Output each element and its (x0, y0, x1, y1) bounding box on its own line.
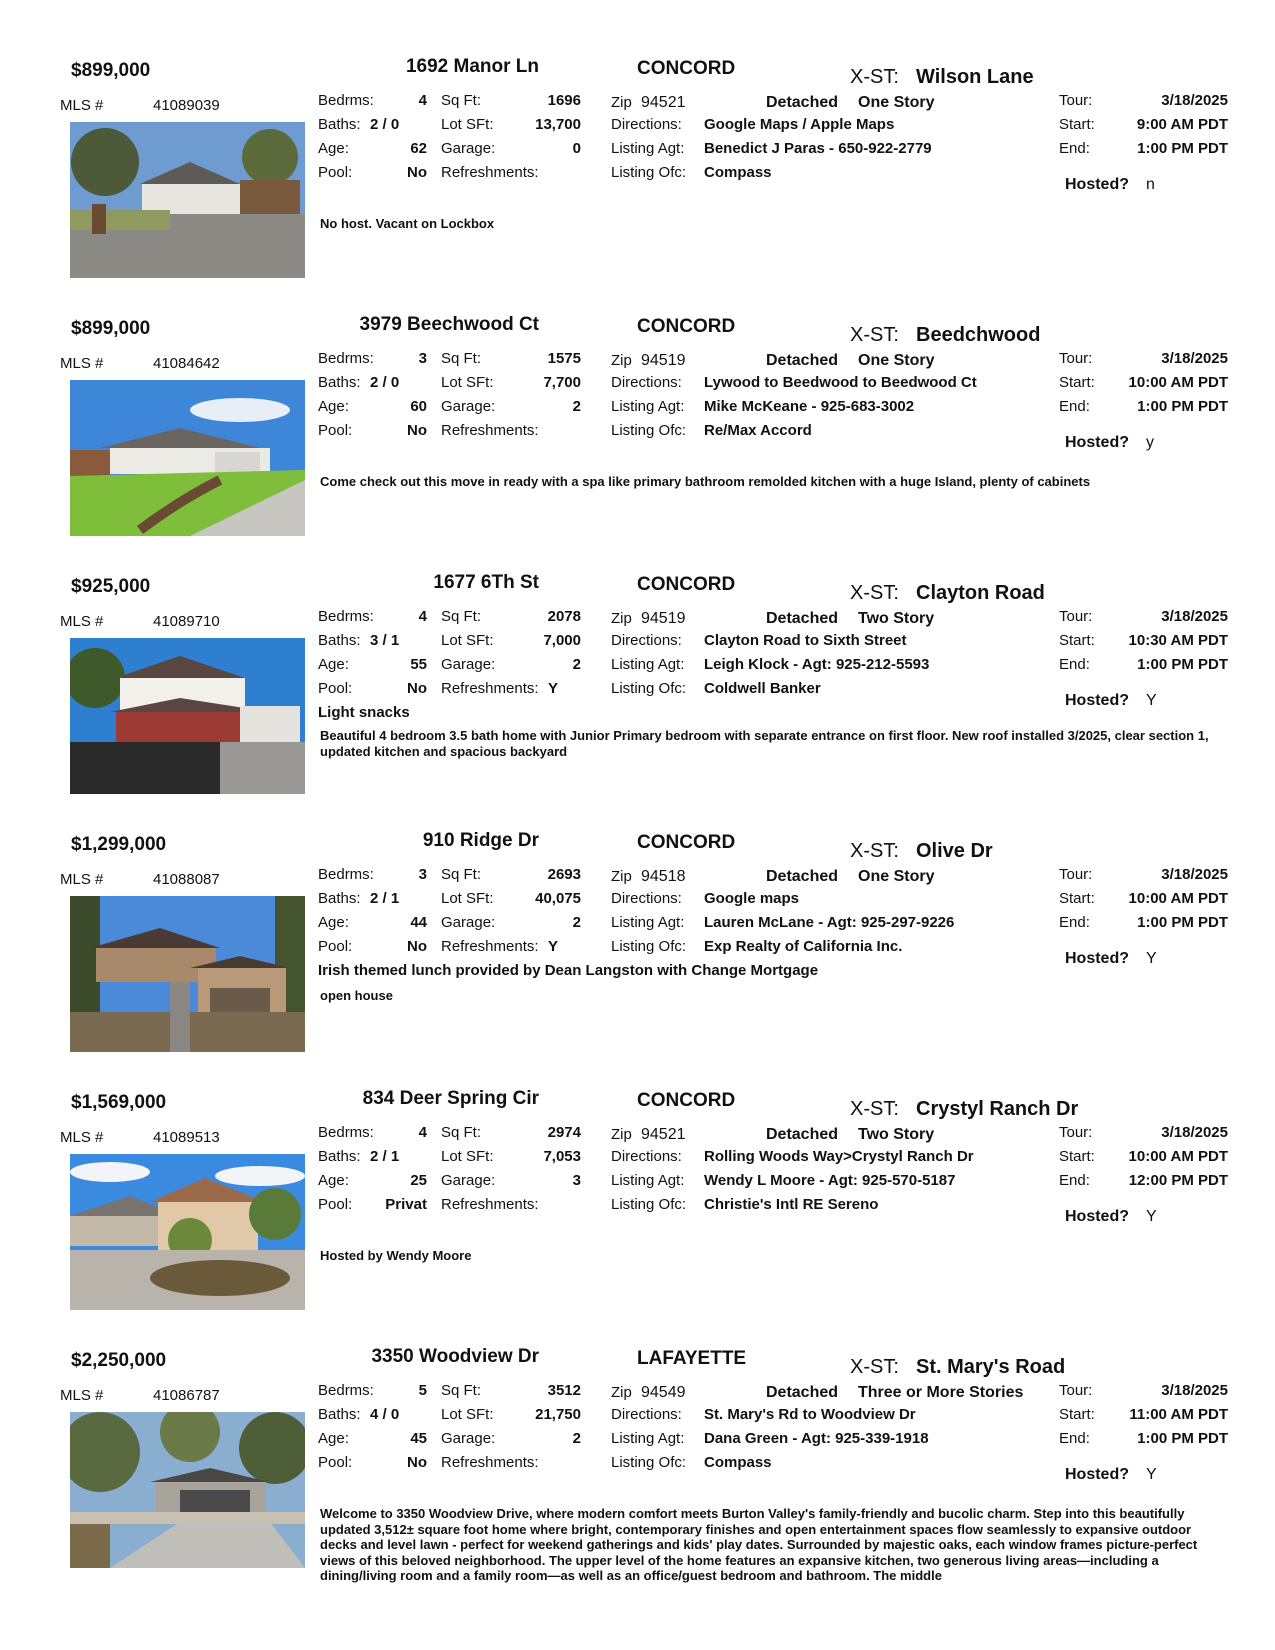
tour-label: Tour: (1059, 1124, 1093, 1141)
garage-label: Garage: (441, 398, 496, 415)
listing-city: LAFAYETTE (637, 1348, 747, 1369)
start-time: 10:30 AM PDT (1128, 632, 1228, 649)
listing-agent-label: Listing Agt: (611, 1430, 685, 1447)
hosted-value: n (1146, 176, 1155, 193)
cross-street-value: Clayton Road (916, 582, 1045, 604)
listing-remarks: Hosted by Wendy Moore (320, 1248, 472, 1263)
pool-value: No (407, 938, 427, 955)
directions-label: Directions: (611, 890, 682, 907)
end-time: 1:00 PM PDT (1137, 656, 1228, 673)
listing-city: CONCORD (637, 58, 736, 79)
baths-value: 2 / 0 (370, 116, 400, 133)
sqft-label: Sq Ft: (441, 1124, 482, 1141)
end-label: End: (1059, 398, 1090, 415)
listing-card (0, 814, 1275, 1072)
listing-agent-value: Mike McKeane - 925-683-3002 (704, 398, 915, 415)
listing-office-value: Coldwell Banker (704, 680, 821, 697)
end-time: 1:00 PM PDT (1137, 398, 1228, 415)
mls-label: MLS # (60, 355, 104, 372)
hosted-value: Y (1146, 692, 1157, 709)
mls-number: 41089710 (153, 613, 220, 630)
sqft-value: 3512 (547, 1382, 581, 1399)
start-time: 9:00 AM PDT (1136, 116, 1228, 133)
age-label: Age: (318, 914, 349, 931)
garage-label: Garage: (441, 656, 496, 673)
baths-value: 3 / 1 (370, 632, 400, 649)
mls-label: MLS # (60, 1387, 104, 1404)
hosted-value: Y (1146, 950, 1157, 967)
listing-price: $1,299,000 (71, 834, 167, 855)
listing-office-label: Listing Ofc: (611, 938, 687, 955)
tour-label: Tour: (1059, 350, 1093, 367)
listing-address: 1692 Manor Ln (405, 56, 539, 77)
listing-agent-value: Lauren McLane - Agt: 925-297-9226 (704, 914, 955, 931)
mls-label: MLS # (60, 871, 104, 888)
age-value: 25 (410, 1172, 427, 1189)
listing-office-label: Listing Ofc: (611, 1454, 687, 1471)
listing-card (0, 40, 1275, 298)
lot-sqft-value: 7,000 (543, 632, 581, 649)
pool-value: No (407, 422, 427, 439)
property-stories: Two Story (858, 1126, 935, 1143)
listing-office-value: Compass (704, 1454, 772, 1471)
zip-value: 94521 (641, 94, 686, 111)
property-photo (70, 1154, 305, 1310)
garage-label: Garage: (441, 914, 496, 931)
tour-label: Tour: (1059, 1382, 1093, 1399)
refreshments-label: Refreshments: (441, 1196, 539, 1213)
lot-sqft-value: 13,700 (535, 116, 581, 133)
directions-value: Google Maps / Apple Maps (704, 116, 895, 133)
property-photo (70, 380, 305, 536)
cross-street-value: Olive Dr (916, 840, 993, 862)
sqft-value: 2693 (547, 866, 581, 883)
refreshments-note: Light snacks (318, 704, 410, 721)
lot-sqft-label: Lot SFt: (441, 1148, 494, 1165)
listing-agent-label: Listing Agt: (611, 656, 685, 673)
start-label: Start: (1059, 374, 1095, 391)
age-label: Age: (318, 1172, 349, 1189)
mls-label: MLS # (60, 97, 104, 114)
end-time: 1:00 PM PDT (1137, 140, 1228, 157)
listing-address: 834 Deer Spring Cir (362, 1088, 539, 1109)
mls-number: 41089513 (153, 1129, 220, 1146)
listing-card (0, 1330, 1275, 1630)
garage-value: 2 (572, 1430, 581, 1447)
garage-value: 2 (572, 398, 581, 415)
property-type: Detached (766, 94, 839, 111)
pool-label: Pool: (318, 680, 353, 697)
bedrooms-value: 4 (418, 92, 427, 109)
directions-label: Directions: (611, 632, 682, 649)
property-photo (70, 122, 305, 278)
tour-date: 3/18/2025 (1161, 608, 1228, 625)
listing-remarks: Come check out this move in ready with a spa like primary bathroom remolded kitchen with a huge Island, plenty of cabinets (320, 474, 1091, 489)
pool-label: Pool: (318, 164, 353, 181)
cross-street-label: X-ST: (850, 324, 899, 346)
garage-label: Garage: (441, 140, 496, 157)
listing-city: CONCORD (637, 832, 736, 853)
listing-remarks: open house (320, 988, 393, 1003)
end-time: 1:00 PM PDT (1137, 914, 1228, 931)
listing-address: 910 Ridge Dr (422, 830, 539, 851)
listing-office-label: Listing Ofc: (611, 164, 687, 181)
cross-street-value: St. Mary's Road (916, 1356, 1066, 1378)
baths-value: 4 / 0 (370, 1406, 400, 1423)
tour-label: Tour: (1059, 92, 1093, 109)
end-label: End: (1059, 1430, 1090, 1447)
property-photo (70, 896, 305, 1052)
zip-label: Zip (611, 1384, 632, 1401)
zip-value: 94549 (641, 1384, 686, 1401)
listing-office-value: Exp Realty of California Inc. (704, 938, 903, 955)
sqft-label: Sq Ft: (441, 1382, 482, 1399)
cross-street-value: Crystyl Ranch Dr (916, 1098, 1079, 1120)
pool-value: No (407, 1454, 427, 1471)
pool-label: Pool: (318, 422, 353, 439)
listing-city: CONCORD (637, 316, 736, 337)
zip-label: Zip (611, 610, 632, 627)
listing-address: 1677 6Th St (433, 572, 539, 593)
hosted-label: Hosted? (1065, 1208, 1129, 1225)
listing-office-label: Listing Ofc: (611, 680, 687, 697)
pool-label: Pool: (318, 938, 353, 955)
mls-label: MLS # (60, 1129, 104, 1146)
baths-label: Baths: (318, 1406, 361, 1423)
age-value: 45 (410, 1430, 427, 1447)
sqft-value: 1575 (547, 350, 581, 367)
bedrooms-value: 4 (418, 608, 427, 625)
refreshments-value: Y (548, 938, 559, 955)
age-label: Age: (318, 1430, 349, 1447)
listing-agent-value: Benedict J Paras - 650-922-2779 (704, 140, 932, 157)
listing-card (0, 1072, 1275, 1330)
cross-street-label: X-ST: (850, 1356, 899, 1378)
refreshments-note: Irish themed lunch provided by Dean Langston with Change Mortgage (318, 962, 819, 979)
start-label: Start: (1059, 1148, 1095, 1165)
cross-street-value: Wilson Lane (916, 66, 1034, 88)
bedrooms-label: Bedrms: (318, 866, 374, 883)
cross-street-label: X-ST: (850, 1098, 899, 1120)
pool-value: No (407, 680, 427, 697)
age-value: 44 (410, 914, 427, 931)
hosted-value: y (1146, 434, 1154, 451)
lot-sqft-value: 7,700 (543, 374, 581, 391)
zip-label: Zip (611, 94, 632, 111)
tour-label: Tour: (1059, 608, 1093, 625)
refreshments-value: Y (548, 680, 559, 697)
zip-label: Zip (611, 1126, 632, 1143)
refreshments-label: Refreshments: (441, 680, 539, 697)
pool-label: Pool: (318, 1454, 353, 1471)
baths-value: 2 / 0 (370, 374, 400, 391)
sqft-label: Sq Ft: (441, 92, 482, 109)
listing-office-label: Listing Ofc: (611, 1196, 687, 1213)
tour-date: 3/18/2025 (1161, 1382, 1228, 1399)
garage-label: Garage: (441, 1172, 496, 1189)
directions-label: Directions: (611, 1148, 682, 1165)
tour-date: 3/18/2025 (1161, 92, 1228, 109)
property-stories: Three or More Stories (858, 1384, 1024, 1401)
directions-value: Clayton Road to Sixth Street (704, 632, 907, 649)
start-time: 11:00 AM PDT (1129, 1406, 1228, 1423)
lot-sqft-label: Lot SFt: (441, 890, 494, 907)
listing-office-value: Christie's Intl RE Sereno (704, 1196, 879, 1213)
listing-remarks: No host. Vacant on Lockbox (320, 216, 495, 231)
listing-agent-label: Listing Agt: (611, 140, 685, 157)
lot-sqft-label: Lot SFt: (441, 632, 494, 649)
listing-address: 3350 Woodview Dr (371, 1346, 539, 1367)
bedrooms-label: Bedrms: (318, 608, 374, 625)
property-photo (70, 1412, 305, 1568)
listing-office-value: Re/Max Accord (704, 422, 812, 439)
refreshments-label: Refreshments: (441, 422, 539, 439)
bedrooms-value: 5 (418, 1382, 427, 1399)
listing-price: $899,000 (71, 60, 151, 81)
listing-address: 3979 Beechwood Ct (359, 314, 539, 335)
directions-label: Directions: (611, 116, 682, 133)
sqft-label: Sq Ft: (441, 350, 482, 367)
bedrooms-label: Bedrms: (318, 1382, 374, 1399)
listing-price: $1,569,000 (71, 1092, 167, 1113)
listing-price: $899,000 (71, 318, 151, 339)
start-time: 10:00 AM PDT (1128, 1148, 1228, 1165)
sqft-value: 2974 (547, 1124, 581, 1141)
pool-value: Privat (385, 1196, 427, 1213)
listing-card (0, 298, 1275, 556)
bedrooms-value: 3 (418, 350, 427, 367)
zip-value: 94519 (641, 352, 686, 369)
start-time: 10:00 AM PDT (1128, 374, 1228, 391)
hosted-label: Hosted? (1065, 176, 1129, 193)
zip-value: 94521 (641, 1126, 686, 1143)
tour-date: 3/18/2025 (1161, 350, 1228, 367)
property-stories: One Story (858, 94, 935, 111)
garage-value: 2 (572, 914, 581, 931)
refreshments-label: Refreshments: (441, 1454, 539, 1471)
lot-sqft-label: Lot SFt: (441, 374, 494, 391)
garage-value: 0 (572, 140, 581, 157)
directions-value: Rolling Woods Way>Crystyl Ranch Dr (704, 1148, 974, 1165)
directions-label: Directions: (611, 1406, 682, 1423)
age-value: 60 (410, 398, 427, 415)
directions-value: Lywood to Beedwood to Beedwood Ct (704, 374, 977, 391)
baths-label: Baths: (318, 632, 361, 649)
baths-label: Baths: (318, 1148, 361, 1165)
refreshments-label: Refreshments: (441, 938, 539, 955)
hosted-label: Hosted? (1065, 434, 1129, 451)
start-time: 10:00 AM PDT (1128, 890, 1228, 907)
listing-price: $2,250,000 (71, 1350, 167, 1371)
property-stories: One Story (858, 868, 935, 885)
end-label: End: (1059, 914, 1090, 931)
property-stories: One Story (858, 352, 935, 369)
listing-office-label: Listing Ofc: (611, 422, 687, 439)
sqft-value: 2078 (547, 608, 581, 625)
directions-label: Directions: (611, 374, 682, 391)
zip-value: 94518 (641, 868, 686, 885)
end-time: 1:00 PM PDT (1137, 1430, 1228, 1447)
mls-number: 41084642 (153, 355, 220, 372)
bedrooms-label: Bedrms: (318, 350, 374, 367)
zip-value: 94519 (641, 610, 686, 627)
hosted-label: Hosted? (1065, 692, 1129, 709)
baths-label: Baths: (318, 116, 361, 133)
listing-remarks: Beautiful 4 bedroom 3.5 bath home with Junior Primary bedroom with separate entrance on first floor. New roof installed 3/2025, clear section 1, updated kitchen and spacious backyard (320, 728, 1209, 759)
start-label: Start: (1059, 116, 1095, 133)
baths-value: 2 / 1 (370, 890, 400, 907)
lot-sqft-value: 21,750 (535, 1406, 581, 1423)
end-label: End: (1059, 1172, 1090, 1189)
listing-agent-label: Listing Agt: (611, 398, 685, 415)
hosted-value: Y (1146, 1208, 1157, 1225)
directions-value: St. Mary's Rd to Woodview Dr (704, 1406, 916, 1423)
garage-value: 3 (572, 1172, 581, 1189)
baths-value: 2 / 1 (370, 1148, 400, 1165)
listing-city: CONCORD (637, 1090, 736, 1111)
mls-number: 41088087 (153, 871, 220, 888)
bedrooms-label: Bedrms: (318, 1124, 374, 1141)
listing-agent-value: Wendy L Moore - Agt: 925-570-5187 (704, 1172, 956, 1189)
hosted-label: Hosted? (1065, 1466, 1129, 1483)
age-value: 62 (410, 140, 427, 157)
property-type: Detached (766, 352, 839, 369)
property-type: Detached (766, 610, 839, 627)
property-stories: Two Story (858, 610, 935, 627)
hosted-value: Y (1146, 1466, 1157, 1483)
age-label: Age: (318, 398, 349, 415)
cross-street-label: X-ST: (850, 582, 899, 604)
zip-label: Zip (611, 352, 632, 369)
sqft-label: Sq Ft: (441, 608, 482, 625)
directions-value: Google maps (704, 890, 800, 907)
listing-price: $925,000 (71, 576, 151, 597)
tour-label: Tour: (1059, 866, 1093, 883)
end-label: End: (1059, 656, 1090, 673)
listing-city: CONCORD (637, 574, 736, 595)
cross-street-label: X-ST: (850, 66, 899, 88)
bedrooms-label: Bedrms: (318, 92, 374, 109)
bedrooms-value: 3 (418, 866, 427, 883)
pool-label: Pool: (318, 1196, 353, 1213)
sqft-label: Sq Ft: (441, 866, 482, 883)
bedrooms-value: 4 (418, 1124, 427, 1141)
lot-sqft-label: Lot SFt: (441, 116, 494, 133)
property-type: Detached (766, 868, 839, 885)
mls-label: MLS # (60, 613, 104, 630)
age-value: 55 (410, 656, 427, 673)
age-label: Age: (318, 656, 349, 673)
refreshments-label: Refreshments: (441, 164, 539, 181)
property-photo (70, 638, 305, 794)
mls-number: 41086787 (153, 1387, 220, 1404)
listing-agent-label: Listing Agt: (611, 914, 685, 931)
listing-agent-label: Listing Agt: (611, 1172, 685, 1189)
start-label: Start: (1059, 1406, 1095, 1423)
listing-agent-value: Dana Green - Agt: 925-339-1918 (704, 1430, 929, 1447)
cross-street-label: X-ST: (850, 840, 899, 862)
start-label: Start: (1059, 890, 1095, 907)
baths-label: Baths: (318, 890, 361, 907)
property-type: Detached (766, 1384, 839, 1401)
tour-date: 3/18/2025 (1161, 866, 1228, 883)
lot-sqft-label: Lot SFt: (441, 1406, 494, 1423)
pool-value: No (407, 164, 427, 181)
lot-sqft-value: 40,075 (535, 890, 581, 907)
property-type: Detached (766, 1126, 839, 1143)
mls-number: 41089039 (153, 97, 220, 114)
start-label: Start: (1059, 632, 1095, 649)
end-label: End: (1059, 140, 1090, 157)
garage-label: Garage: (441, 1430, 496, 1447)
end-time: 12:00 PM PDT (1128, 1172, 1228, 1189)
listing-remarks: Welcome to 3350 Woodview Drive, where modern comfort meets Burton Valley's family-friendly and bucolic charm. Step into this beautifully updated 3,512± square foot home where bright, contemporary finishes and open entertainment spaces flow seamlessly to expansive outdoor decks and level lawn - perfect for weekend gatherings and kids' play dates. Surrounded by majestic oaks, each window frames picture-perfect views of this beloved neighborhood. The upper level of the home features an expansive kitchen, two generous living areas—including a dining/living room and a family room—as well as an office/guest bedroom and bathroom. The middle (320, 1506, 1198, 1583)
garage-value: 2 (572, 656, 581, 673)
baths-label: Baths: (318, 374, 361, 391)
zip-label: Zip (611, 868, 632, 885)
listing-office-value: Compass (704, 164, 772, 181)
sqft-value: 1696 (547, 92, 581, 109)
hosted-label: Hosted? (1065, 950, 1129, 967)
tour-date: 3/18/2025 (1161, 1124, 1228, 1141)
age-label: Age: (318, 140, 349, 157)
listing-card (0, 556, 1275, 814)
listing-agent-value: Leigh Klock - Agt: 925-212-5593 (704, 656, 930, 673)
cross-street-value: Beedchwood (916, 324, 1041, 346)
lot-sqft-value: 7,053 (543, 1148, 581, 1165)
